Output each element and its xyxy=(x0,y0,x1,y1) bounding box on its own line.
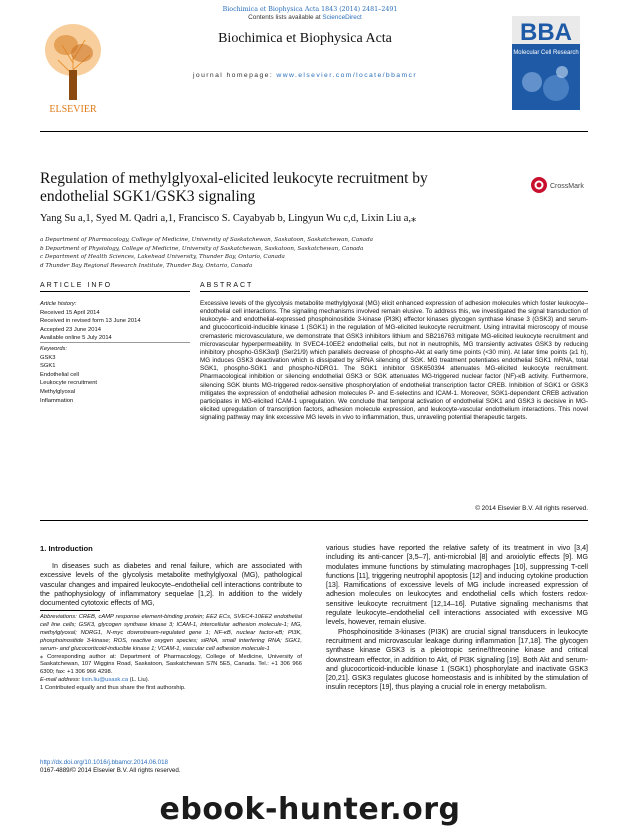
affiliation: a Department of Pharmacology, College of Medicine, University of Saskatchewan, Saskatoon, Saskatchewan, Canada xyxy=(40,237,374,243)
sciencedirect-link[interactable]: ScienceDirect xyxy=(322,14,362,21)
header-rule xyxy=(40,131,588,132)
divider xyxy=(40,342,190,343)
publisher-logo: ELSEVIER xyxy=(49,104,97,115)
crossmark-label: CrossMark xyxy=(550,183,584,190)
affiliation: c Department of Health Sciences, Lakehead University, Thunder Bay, Ontario, Canada xyxy=(40,254,285,261)
svg-text:BBA: BBA xyxy=(520,19,572,46)
doi-block xyxy=(40,759,181,775)
body-column-right xyxy=(326,544,588,693)
corresponding-footnote: ⁎ Corresponding author at: Department of Pharmacology, College of Medicine, University of Saskatchewan, 107 Wiggins Road, Saskatoon, Saskatchewan S7N 5E5, Canada. Tel.: +1 306 966 6300; fax: +1 306 966 4298. xyxy=(40,653,302,676)
abstract-text: Excessive levels of the glycolysis metabolite methylglyoxal (MG) elicit enhanced expression of adhesion molecules which foster leukocyte–endothelial cell interactions. The signaling mechanisms involved remain elusive. To address this, we investigated the signal transduction of leukocyte- and endothelial-expressed phosphoinositide 3-kinase (PI3K) effector kinases glycogen synthase kinase 3 (GSK3) and serum- and glucocorticoid-inducible kinase 1 (SGK1) in the regulation of MG-elicited leukocyte recruitment. Using intravital microscopy of mouse cremasteric microvasculature, we demonstrate that GSK3 inhibitors lithium and SB216763 mitigate MG-elicited leukocyte recruitment and microvascular hyperpermeability. In SVEC4-10EE2 endothelial cells, but not in neutrophils, MG transiently activates GSK3 by reducing inhibitory phospho-GSK3α/β (Ser21/9) which parallels decrease of phospho-Akt at early time points (<30 min). At later time points (≥1 h), MG induces GSK3 deactivation which is dissipated by siRNA silencing of SGK. MG treatment potentiates endothelial SGK1 mRNA, total SGK1, phospho-SGK1 and phospho-NDRG1. The SGK1 inhibitor GSK650394 attenuates MG-elicited leukocyte recruitment. Pharmacological inhibition or silencing endothelial GSK3 or SGK attenuates MG-triggered nuclear factor (NF)-κB activity. Furthermore, silencing SGK blunts MG-triggered redox-sensitive phosphorylation of endothelial transcription factor CREB. Inhibition of SGK1 or GSK3 mitigates the expression of endothelial adhesion molecules P- and E-selectins and ICAM-1. Moreover, SGK1-dependent CREB activation participates in MG-elicited ICAM-1 upregulation. We conclude that temporal activation of endothelial SGK1 and GSK3 is decisive in MG-elicited upregulation of transcription factors, adhesion molecule expression, and leukocyte-vascular endothelium interactions. This novel signaling pathway may link excessive MG levels in vivo to inflammation, thus, unraveling potential therapeutic targets. xyxy=(200,300,588,422)
abbreviations-footnote: Abbreviations: CREB, cAMP response element-binding protein; EE2 ECs, SVEC4-10EE2 endothelial cell line cells; GSK3, glycogen synthase kinase 3; ICAM-1, intercellular adhesion molecule-1; MG, methylglyoxal; NDRG1, N-myc downstream-regulated gene 1; NF-κB, nuclear factor-κB; PI3K, phosphoinositide 3-kinase; ROS, reactive oxygen species; siRNA, small interfering RNA; SGK1, serum- and glucocorticoid-inducible kinase 1; VCAM-1, vascular cell adhesion molecule-1 xyxy=(40,614,302,652)
email-footnote: E-mail address: lixin.liu@usask.ca (L. Liu). xyxy=(40,677,150,684)
doi-link[interactable]: http://dx.doi.org/10.1016/j.bbamcr.2014.06.018 xyxy=(40,759,168,766)
journal-name: Biochimica et Biophysica Acta xyxy=(218,31,392,46)
divider xyxy=(40,291,190,292)
section-heading: 1. Introduction xyxy=(40,544,93,553)
paragraph: Phosphoinositide 3-kinases (PI3K) are crucial signal transducers in leukocyte recruitment and microvascular leakage during inflammation [17,18]. The glycogen synthase kinase GSK3 is a pleiotropic serine/threonine kinase and critical downstream effector, in addition to Akt, of PI3K signaling [19]. Both Akt and serum- and glucocorticoid-inducible kinase 1 (SGK1) phosphorylate and inactivate GSK3 [20,21]. GSK3 regulates glucose homeostasis and is inhibited by the stimulation of insulin receptors [19], thus playing a crucial role in energy metabolism. xyxy=(326,627,588,692)
contents-line: Contents lists available at ScienceDirect xyxy=(248,14,362,21)
paragraph: In diseases such as diabetes and renal failure, which are associated with excessive levels of the glycolysis metabolite methylglyoxal (MG), pathological vascular changes and impaired leukocyte–endothelial cell interactions contribute to the pathophysiology of inflammatory sequelae [1,2]. In addition to the widely documented cytotoxic effects of MG, xyxy=(40,562,302,608)
footnote-rule xyxy=(40,610,100,611)
homepage-link[interactable]: www.elsevier.com/locate/bbamcr xyxy=(276,72,417,79)
copyright: © 2014 Elsevier B.V. All rights reserved. xyxy=(475,505,588,512)
divider xyxy=(200,291,588,292)
affiliation: d Thunder Bay Regional Research Institute, Thunder Bay, Ontario, Canada xyxy=(40,263,253,270)
body-column-left xyxy=(40,562,302,608)
article-info-heading: ARTICLE INFO xyxy=(40,282,113,289)
affiliation: b Department of Physiology, College of Medicine, University of Saskatchewan, Saskatoon, Saskatchewan, Canada xyxy=(40,245,364,252)
footnotes xyxy=(40,614,302,693)
affiliations xyxy=(40,236,373,271)
author-list[interactable]: Yang Su a,1, Syed M. Qadri a,1, Francisco S. Cayabyab b, Lingyun Wu c,d, Lixin Liu a,⁎ xyxy=(40,213,417,224)
issn-line: 0167-4889/© 2014 Elsevier B.V. All rights reserved. xyxy=(40,766,181,774)
divider xyxy=(40,520,588,521)
journal-homepage: journal homepage: www.elsevier.com/locate/bbamcr xyxy=(193,72,417,79)
watermark: ebook-hunter.org xyxy=(159,792,461,827)
journal-cover xyxy=(512,16,580,110)
crossmark-badge[interactable] xyxy=(530,175,592,195)
paragraph: various studies have reported the relative safety of its treatment in vivo [3,4] including its anti-cancer [3,5–7], anti-microbial [8] and anxiolytic effects [9]. MG modulates immune functions by stimulating macrophages [10], suppressing T-cell functions [11], triggering neutrophil apoptosis [12] and inducing cytokine production [13]. Ramifications of excessive levels of MG include increased expression of adhesion molecules on leukocytes and endothelial cells which fosters redox-sensitive leukocyte recruitment [12,14–16]. Putative signaling mechanisms that regulate leukocyte–endothelial cell interactions associated with excessive MG levels, however, remain elusive. xyxy=(326,544,588,627)
email-link[interactable]: lixin.liu@usask.ca xyxy=(81,677,129,684)
equal-contribution-footnote: 1 Contributed equally and thus share the first authorship. xyxy=(40,685,186,692)
abstract-heading: ABSTRACT xyxy=(200,282,254,289)
keywords: Keywords: GSK3 SGK1 Endothelial cell Leukocyte recruitment Methylglyoxal Inflammation xyxy=(40,346,98,404)
elsevier-logo xyxy=(38,15,108,115)
svg-text:Molecular Cell Research: Molecular Cell Research xyxy=(513,50,579,56)
article-title: Regulation of methylglyoxal-elicited leukocyte recruitment by endothelial SGK1/GSK3 signaling xyxy=(40,170,428,205)
journal-citation[interactable]: Biochimica et Biophysica Acta 1843 (2014) 2481–2491 xyxy=(222,6,398,13)
article-history: Article history: Received 15 April 2014 Received in revised form 13 June 2014 Accepted 23 June 2014 Available online 5 July 2014 xyxy=(40,301,141,342)
